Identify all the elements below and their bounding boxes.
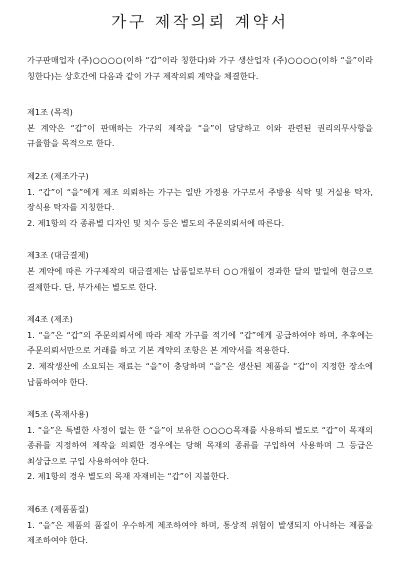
intro-paragraph: 가구판매업자 (주)○○○○(이하 “갑”이라 칭한다)와 가구 생산업자 (주)○○○○(이하 “을”이라 칭한다)는 상호간에 다음과 같이 가구 제작의뢰 계약을 체결한다. [27,55,373,81]
article-5 [27,407,373,485]
article-heading: 제2조 (제조가구) [27,170,89,181]
article-6 [27,502,373,549]
article-paragraph: 본 계약은 “갑”이 판매하는 가구의 제작을 “을”이 담당하고 이와 관련된 권리의무사항을 규율함을 목적으로 한다. [27,122,373,149]
document-title: 가구 제작의뢰 계약서 [111,13,289,31]
article-1 [27,105,373,152]
article-heading: 제6조 (제품품질) [27,504,89,515]
article-heading: 제4조 (제조) [27,314,73,325]
article-heading: 제1조 (목적) [27,107,73,118]
article-paragraph: 1. “갑”이 “을”에게 제조 의뢰하는 가구는 일반 가정용 가구로서 주방용 식탁 및 거실용 탁자, 장식용 탁자를 지칭한다. [27,186,373,213]
article-paragraph: 1. “을”은 “갑”의 주문의뢰서에 따라 제작 가구를 적기에 “갑”에게 공급하여야 하며, 추후에는 주문의뢰서만으로 거래를 하고 기본 계약의 조항은 본 계약서를 적용한다. [27,329,373,356]
article-heading: 제5조 (목재사용) [27,409,89,420]
article-paragraph: 2. 제작생산에 소요되는 재료는 “을”이 충당하며 “을”은 생산된 제품을 “갑”이 지정한 장소에 납품하여야 한다. [27,360,373,387]
article-paragraph: 1. “을”은 제품의 품질이 우수하게 제조하여야 하며, 통상적 위험이 발생되지 아니하는 제품을 제조하여야 한다. [27,519,373,546]
article-paragraph: 본 계약에 따른 가구제작의 대금결제는 납품일로부터 ○○개월이 경과한 달의 말일에 현금으로 결제한다. 단, 부가세는 별도로 한다. [27,265,373,292]
article-paragraph: 1. “을”은 특별한 사정이 없는 한 “을”이 보유한 ○○○○목재를 사용하되 별도로 “갑”이 목재의 종류를 지정하여 제작을 의뢰한 경우에는 당해 목재의 종류를 구입하여 사용하며 그 등급은 최상급으로 구입 사용하여야 한다. [27,424,373,466]
article-paragraph: 2. 제1항의 경우 별도의 목재 자재비는 “갑”이 지불한다. [27,471,230,482]
article-2 [27,169,373,231]
article-3 [27,248,373,295]
article-paragraph: 2. 제1항의 각 종류별 디자인 및 치수 등은 별도의 주문의뢰서에 따른다. [27,217,285,228]
article-heading: 제3조 (대금결제) [27,250,89,261]
article-4 [27,312,373,390]
